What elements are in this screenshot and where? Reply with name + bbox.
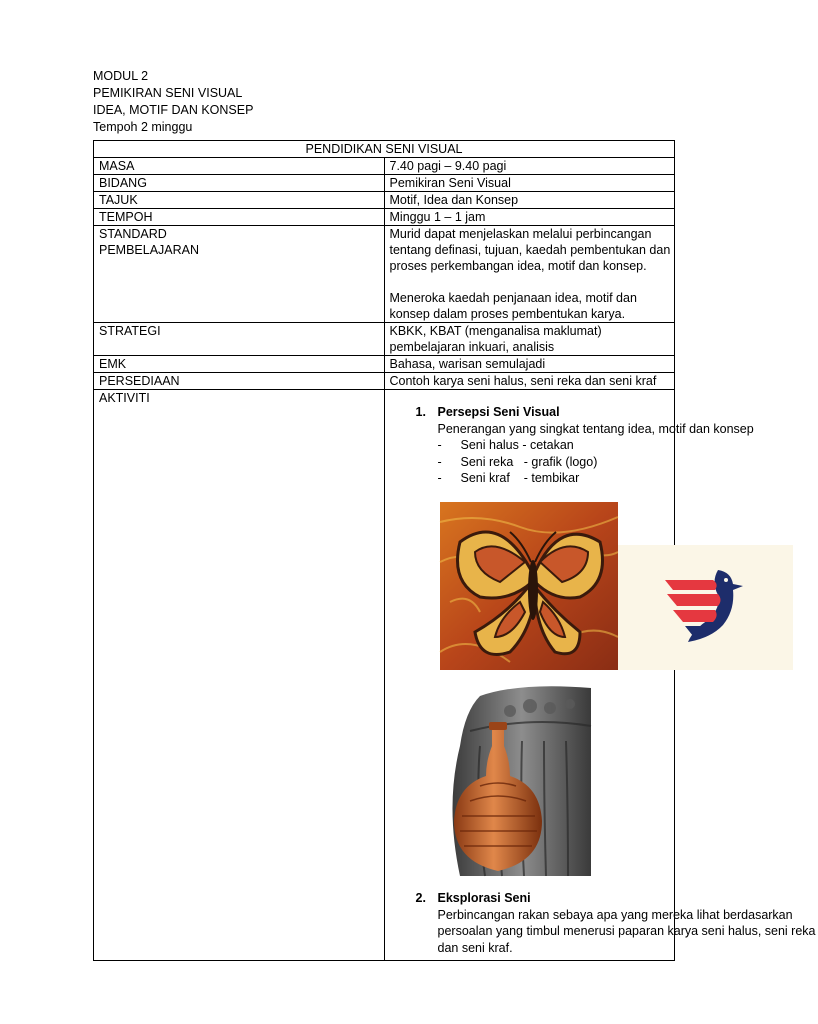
table-row [94, 192, 675, 209]
row-label-tempoh: TEMPOH [94, 209, 385, 226]
activity-number: 1. [415, 405, 426, 419]
row-value-persediaan: Contoh karya seni halus, seni reka dan seni kraf [384, 373, 675, 390]
lesson-plan-table [93, 140, 816, 961]
activity-description: Perbincangan rakan sebaya apa yang mereka lihat berdasarkan persoalan yang timbul menerusi paparan karya seni halus, seni reka dan seni kraf. [437, 907, 816, 955]
row-value-tempoh: Minggu 1 – 1 jam [384, 209, 675, 226]
standard-label-line1: STANDARD [99, 227, 167, 241]
row-value-bidang: Pemikiran Seni Visual [384, 175, 675, 192]
row-label-persediaan: PERSEDIAAN [94, 373, 385, 390]
activity-title: Eksplorasi Seni [437, 891, 531, 905]
standard-paragraph-2: Meneroka kaedah penjanaan idea, motif dan konsep dalam proses pembentukan karya. [389, 291, 637, 321]
table-title: PENDIDIKAN SENI VISUAL [94, 141, 675, 158]
standard-label-line2: PEMBELAJARAN [99, 243, 200, 257]
module-subject: PEMIKIRAN SENI VISUAL [93, 86, 243, 100]
row-label-standard [94, 226, 385, 323]
table-row [94, 356, 675, 373]
activity-title: Persepsi Seni Visual [437, 405, 560, 419]
row-label-masa: MASA [94, 158, 385, 175]
activity-description: Penerangan yang singkat tentang idea, motif dan konsep [437, 421, 754, 436]
pottery-image [440, 686, 591, 876]
aktiviti-content: 1. Persepsi Seni Visual Penerangan yang singkat tentang idea, motif dan konsep - Seni halus - cetakan - Seni reka - grafik (logo) - Seni kraf - tembikar 2. Eksplorasi Seni Perbincangan rakan sebaya apa yang mereka lihat berdasarkan persoalan yang timbul menerusi paparan karya seni halus, seni reka dan seni kraf. [384, 390, 675, 961]
row-label-bidang: BIDANG [94, 175, 385, 192]
row-label-strategi: STRATEGI [94, 323, 385, 356]
table-title-row [94, 141, 675, 158]
standard-paragraph-1: Murid dapat menjelaskan melalui perbincangan tentang definasi, tujuan, kaedah pembentukan dan proses perkembangan idea, motif dan konsep. [389, 227, 671, 273]
table-row [94, 175, 675, 192]
bird-logo-image [618, 545, 793, 670]
activity-number: 2. [415, 891, 426, 905]
bird-logo-icon [618, 545, 793, 670]
row-label-aktiviti: AKTIVITI [94, 390, 385, 961]
table-row [94, 226, 675, 323]
row-value-strategi: KBKK, KBAT (menganalisa maklumat) pembelajaran inkuari, analisis [384, 323, 675, 356]
butterfly-print-image [440, 502, 618, 670]
row-value-emk: Bahasa, warisan semulajadi [384, 356, 675, 373]
module-topic: IDEA, MOTIF DAN KONSEP [93, 103, 254, 117]
table-row [94, 373, 675, 390]
module-duration: Tempoh 2 minggu [93, 120, 193, 134]
module-title: MODUL 2 [93, 69, 149, 83]
document-header [93, 68, 253, 136]
row-value-tajuk: Motif, Idea dan Konsep [384, 192, 675, 209]
table-row [94, 390, 675, 961]
table-row [94, 323, 675, 356]
row-value-masa: 7.40 pagi – 9.40 pagi [384, 158, 675, 175]
row-label-emk: EMK [94, 356, 385, 373]
row-label-tajuk: TAJUK [94, 192, 385, 209]
table-row [94, 209, 675, 226]
row-value-standard [384, 226, 675, 323]
table-row [94, 158, 675, 175]
